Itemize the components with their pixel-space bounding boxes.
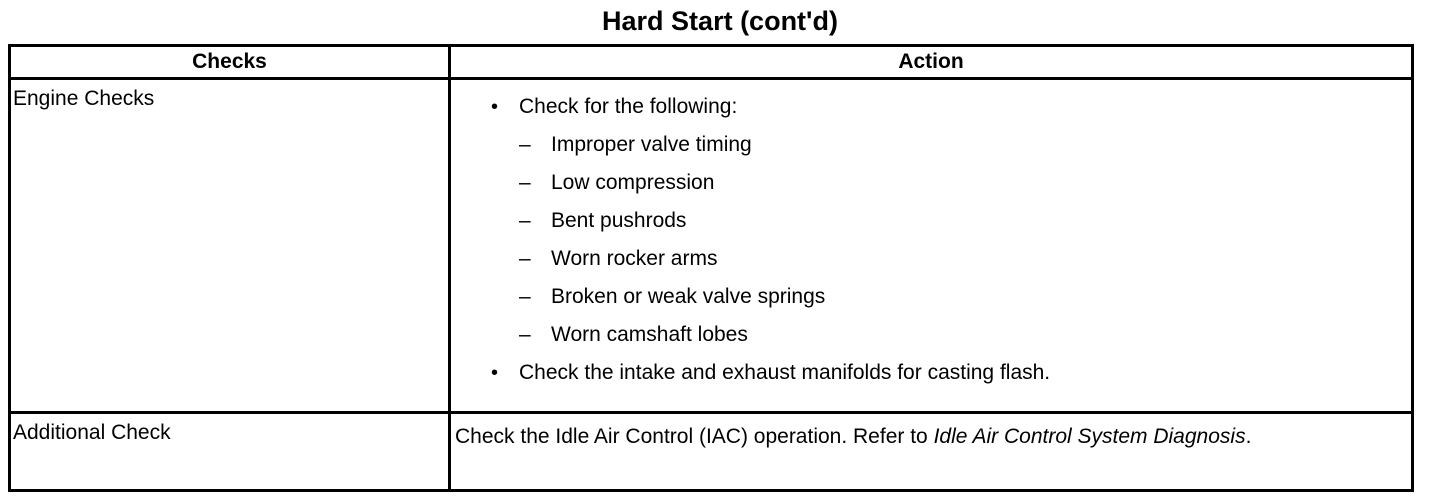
list-item	[519, 240, 1411, 278]
list-item	[491, 354, 1411, 392]
sub-item-text: Worn camshaft lobes	[551, 323, 748, 346]
dash-icon: –	[519, 171, 531, 194]
list-item	[519, 126, 1411, 164]
dash-icon: –	[519, 133, 531, 156]
list-item	[519, 202, 1411, 240]
bullet-text: Check for the following:	[519, 95, 738, 118]
bullet-icon: •	[491, 96, 499, 118]
action-text-end: .	[1245, 425, 1252, 449]
page-title: Hard Start (cont'd)	[602, 6, 838, 36]
dash-icon: –	[519, 323, 531, 346]
column-header-action: Action	[450, 46, 1413, 79]
column-header-checks: Checks	[10, 46, 450, 79]
action-cell	[450, 79, 1413, 413]
dash-icon: –	[519, 209, 531, 232]
table-row	[10, 79, 1413, 413]
dash-icon: –	[519, 247, 531, 270]
sub-item-text: Low compression	[551, 171, 715, 194]
sub-item-text: Worn rocker arms	[551, 247, 718, 270]
list-item	[491, 88, 1411, 354]
action-text: Check the Idle Air Control (IAC) operation. Refer to	[455, 425, 934, 449]
check-cell: Engine Checks	[10, 79, 450, 413]
table-row	[10, 413, 1413, 491]
sub-item-text: Bent pushrods	[551, 209, 687, 232]
dash-icon: –	[519, 285, 531, 308]
reference-title: Idle Air Control System Diagnosis	[933, 425, 1246, 449]
sub-item-text: Broken or weak valve springs	[551, 285, 826, 308]
sub-item-list	[519, 126, 1411, 354]
list-item	[519, 164, 1411, 202]
bullet-text: Check the intake and exhaust manifolds for casting flash.	[519, 361, 1051, 384]
check-cell: Additional Check	[10, 413, 450, 491]
table-header-row	[10, 46, 1413, 79]
list-item	[519, 278, 1411, 316]
bullet-icon: •	[491, 362, 499, 384]
action-cell	[450, 413, 1413, 491]
action-bullet-list	[451, 80, 1411, 392]
sub-item-text: Improper valve timing	[551, 133, 752, 156]
diagnosis-table	[8, 44, 1414, 492]
list-item	[519, 316, 1411, 354]
